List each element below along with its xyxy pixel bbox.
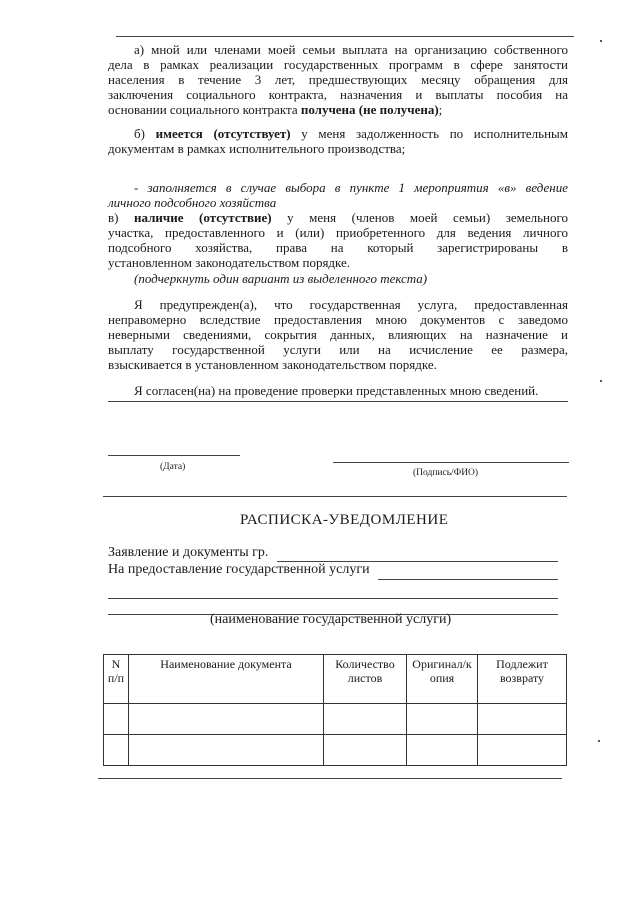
underline-hint: (подчеркнуть один вариант из выделенного текста) (134, 271, 428, 286)
date-label: (Дата) (160, 462, 186, 472)
note-line2: личного подсобного хозяйства (108, 195, 277, 210)
table-row (104, 704, 567, 735)
table-cell[interactable] (478, 735, 567, 766)
service-field[interactable] (378, 579, 558, 580)
service-field-line2[interactable] (108, 598, 558, 599)
scan-speck (600, 40, 602, 42)
warning-line5: взыскивается в установленном законодательством порядке. (108, 357, 437, 372)
top-rule (116, 36, 574, 37)
item-v-line2: участка, предоставленного и (или) приобретенного для ведения личного (108, 225, 568, 240)
section-divider (103, 496, 567, 497)
table-row (104, 735, 567, 766)
item-b-line1 (108, 127, 568, 142)
table-cell[interactable] (478, 704, 567, 735)
scan-speck (598, 740, 600, 742)
scan-speck (600, 380, 602, 382)
service-label: На предоставление государственной услуги (108, 562, 370, 577)
item-a-line1: а) мной или членами моей семьи выплата на организацию собственного (134, 42, 568, 57)
table-cell[interactable] (407, 704, 478, 735)
table-header-row (104, 655, 567, 704)
item-a-line3: населения в течение 3 лет, предшествующих месяцу обращения для (108, 72, 568, 87)
item-a-bold-choice: получена (не получена) (300, 102, 439, 117)
item-v-line3: подсобного хозяйства, права на который зарегистрированы в (108, 240, 568, 255)
applicant-label: Заявление и документы гр. (108, 545, 269, 560)
item-v-bold-choice: наличие (отсутствие) (134, 210, 272, 225)
service-name-caption: (наименование государственной услуги) (210, 612, 452, 627)
col-document-name: Наименование документа (129, 655, 324, 704)
documents-table (103, 654, 567, 766)
item-b-line1-rest: у меня задолженность по исполнительным (290, 126, 568, 141)
item-v-line1-rest: у меня (членов моей семьи) земельного (271, 210, 568, 225)
col-sheet-count: Количество листов (324, 655, 407, 704)
note-line1: - заполняется в случае выбора в пункте 1 мероприятия «в» ведение (134, 180, 568, 195)
item-a-line4: заключения социального контракта, назначения и выплаты пособия на (108, 87, 568, 102)
item-a-last-suffix: ; (438, 102, 443, 117)
item-b-prefix: б) (134, 126, 156, 141)
warning-line2: неправомерно вследствие предоставления мною документов с заведомо (108, 312, 568, 327)
item-b-bold-choice: имеется (отсутствует) (155, 126, 291, 141)
item-a-line5 (108, 103, 568, 118)
table-cell[interactable] (129, 735, 324, 766)
date-line (108, 455, 240, 456)
item-a-last-prefix: основании социального контракта (108, 102, 301, 117)
consent-line: Я согласен(на) на проведение проверки представленных мною сведений. (134, 383, 539, 398)
signature-line (333, 462, 569, 463)
item-a-line2: дела в рамках реализации государственных программ в сфере занятости (108, 57, 568, 72)
item-b-line2: документам в рамках исполнительного производства; (108, 141, 406, 156)
table-cell[interactable] (104, 735, 129, 766)
table-cell[interactable] (129, 704, 324, 735)
table-cell[interactable] (324, 735, 407, 766)
col-number: N п/п (104, 655, 129, 704)
item-v-line4: установленном законодательством порядке. (108, 255, 351, 270)
warning-line1: Я предупрежден(а), что государственная услуга, предоставленная (134, 297, 568, 312)
warning-line4: выплату государственной услуги или на исчисление ее размера, (108, 342, 568, 357)
col-original-copy: Оригинал/к опия (407, 655, 478, 704)
item-v-line1 (108, 211, 568, 226)
table-cell[interactable] (104, 704, 129, 735)
item-v-prefix: в) (108, 210, 134, 225)
warning-line3: неверными сведениями, сокрытия данных, влияющих на назначение и (108, 327, 568, 342)
signature-label: (Подпись/ФИО) (413, 468, 479, 478)
table-cell[interactable] (407, 735, 478, 766)
col-return: Подлежит возврату (478, 655, 567, 704)
receipt-title: РАСПИСКА-УВЕДОМЛЕНИЕ (240, 512, 449, 528)
consent-rule (108, 401, 568, 402)
bottom-rule (98, 778, 562, 779)
table-cell[interactable] (324, 704, 407, 735)
